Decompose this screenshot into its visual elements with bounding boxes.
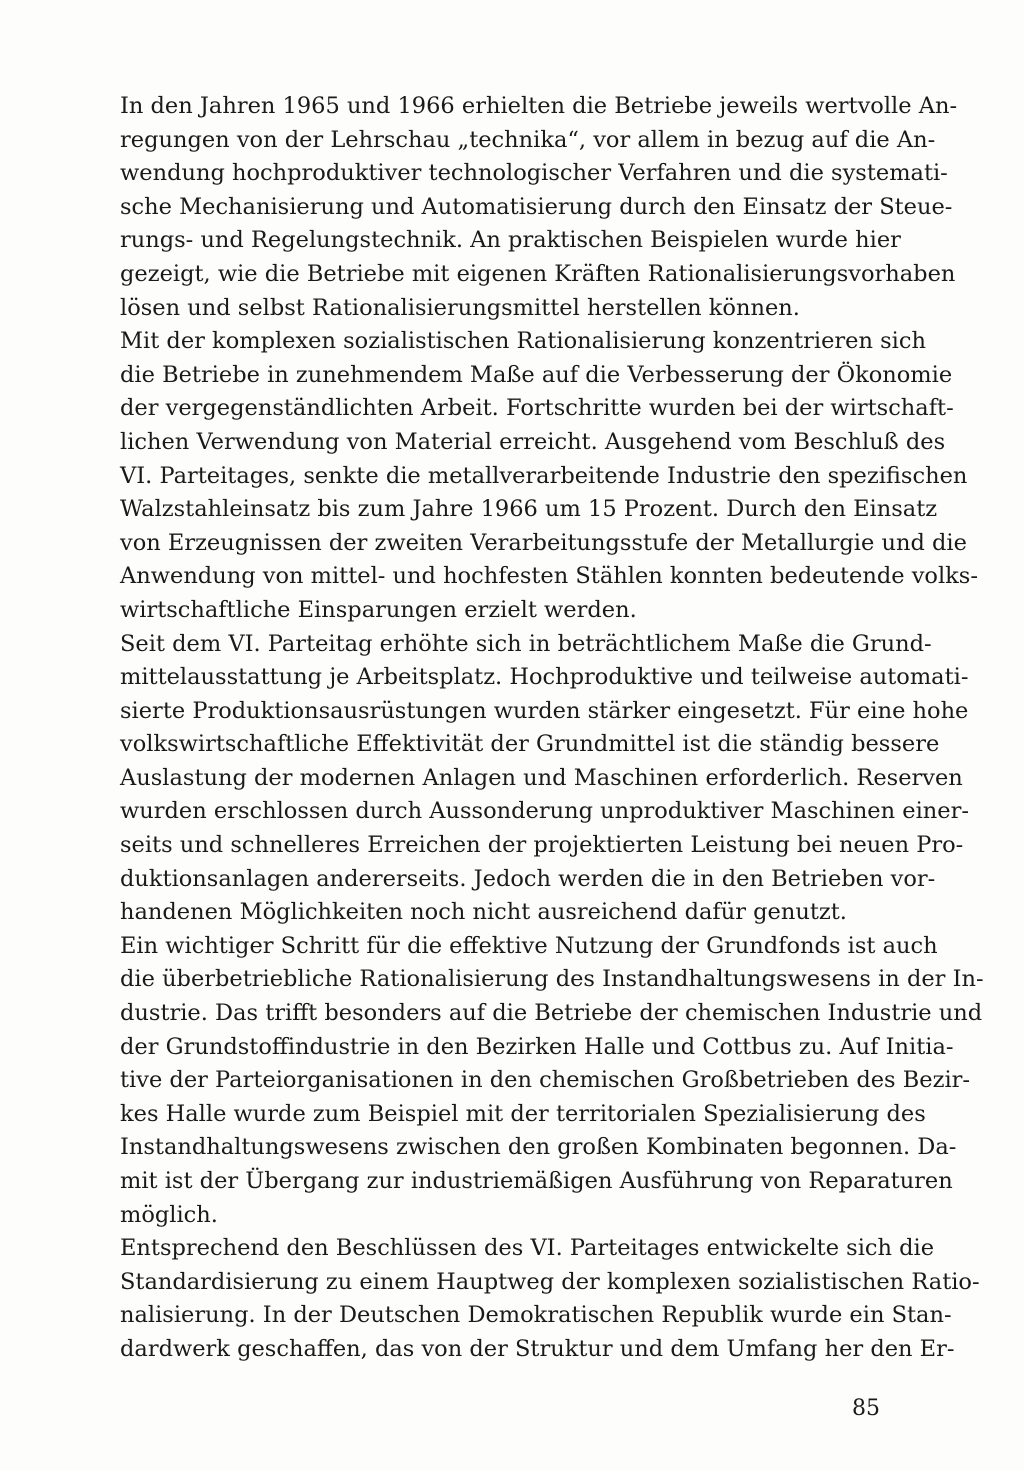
text-line: Auslastung der modernen Anlagen und Maschinen erforderlich. Reserven: [120, 764, 963, 791]
paragraph-5: [120, 1232, 980, 1366]
text-line: nalisierung. In der Deutschen Demokratischen Republik wurde ein Stan-: [120, 1302, 952, 1329]
text-line: lichen Verwendung von Material erreicht. Ausgehend vom Beschluß des: [120, 428, 946, 455]
text-line: In den Jahren 1965 und 1966 erhielten die Betriebe jeweils wertvolle An-: [120, 93, 958, 119]
text-line: seits und schnelleres Erreichen der projektierten Leistung bei neuen Pro-: [120, 832, 964, 859]
text-line: rungs- und Regelungstechnik. An praktischen Beispielen wurde hier: [120, 227, 901, 254]
page-number: 85: [852, 1396, 880, 1421]
paragraph-4: [120, 930, 984, 1232]
text-line: Walzstahleinsatz bis zum Jahre 1966 um 15 Prozent. Durch den Einsatz: [120, 496, 938, 523]
text-line: Instandhaltungswesens zwischen den großen Kombinaten begonnen. Da-: [120, 1134, 957, 1161]
text-line: VI. Parteitages, senkte die metallverarbeitende Industrie den spezifischen: [120, 462, 968, 489]
text-line: tive der Parteiorganisationen in den chemischen Großbetrieben des Bezir-: [120, 1067, 971, 1094]
text-line: duktionsanlagen andererseits. Jedoch werden die in den Betrieben vor-: [120, 865, 936, 892]
text-line: die Betriebe in zunehmendem Maße auf die Verbesserung der Ökonomie: [120, 361, 953, 388]
text-line: Standardisierung zu einem Hauptweg der komplexen sozialistischen Ratio-: [120, 1268, 980, 1295]
text-line: wendung hochproduktiver technologischer Verfahren und die systemati-: [120, 160, 948, 187]
text-line: mit ist der Übergang zur industriemäßigen Ausführung von Reparaturen: [120, 1168, 953, 1194]
text-line: sierte Produktionsausrüstungen wurden stärker eingesetzt. Für eine hohe: [120, 697, 969, 724]
text-line: Anwendung von mittel- und hochfesten Stählen konnten bedeutende volks-: [120, 563, 978, 590]
text-line: wirtschaftliche Einsparungen erzielt werden.: [120, 596, 637, 623]
text-line: Mit der komplexen sozialistischen Rationalisierung konzentrieren sich: [120, 328, 926, 355]
text-line: von Erzeugnissen der zweiten Verarbeitungsstufe der Metallurgie und die: [120, 529, 967, 556]
text-line: Seit dem VI. Parteitag erhöhte sich in beträchtlichem Maße die Grund-: [120, 630, 932, 657]
text-line: sche Mechanisierung und Automatisierung durch den Einsatz der Steue-: [120, 193, 953, 220]
text-line: regungen von der Lehrschau „technika“, vor allem in bezug auf die An-: [120, 126, 936, 153]
text-line: mittelausstattung je Arbeitsplatz. Hochproduktive und teilweise automati-: [120, 664, 969, 691]
text-line: dardwerk geschaffen, das von der Struktur und dem Umfang her den Er-: [120, 1335, 955, 1362]
text-line: der vergegenständlichten Arbeit. Fortschritte wurden bei der wirtschaft-: [120, 395, 954, 422]
text-line: dustrie. Das trifft besonders auf die Betriebe der chemischen Industrie und: [120, 1000, 983, 1027]
body-text: [120, 90, 984, 1367]
text-line: handenen Möglichkeiten noch nicht ausreichend dafür genutzt.: [120, 899, 847, 926]
text-line: lösen und selbst Rationalisierungsmittel herstellen können.: [120, 294, 800, 321]
text-line: die überbetriebliche Rationalisierung des Instandhaltungswesens in der In-: [120, 966, 984, 993]
paragraph-1: [120, 90, 958, 325]
text-line: volkswirtschaftliche Effektivität der Grundmittel ist die ständig bessere: [120, 731, 940, 758]
text-line: möglich.: [120, 1201, 218, 1228]
text-line: der Grundstoffindustrie in den Bezirken Halle und Cottbus zu. Auf Initia-: [120, 1033, 954, 1060]
paragraph-3: [120, 628, 969, 930]
text-line: kes Halle wurde zum Beispiel mit der territorialen Spezialisierung des: [120, 1100, 926, 1127]
text-line: Ein wichtiger Schritt für die effektive Nutzung der Grundfonds ist auch: [120, 932, 938, 959]
paragraph-2: [120, 325, 978, 627]
text-line: wurden erschlossen durch Aussonderung unproduktiver Maschinen einer-: [120, 798, 969, 825]
text-line: Entsprechend den Beschlüssen des VI. Parteitages entwickelte sich die: [120, 1235, 935, 1262]
text-line: gezeigt, wie die Betriebe mit eigenen Kräften Rationalisierungsvorhaben: [120, 260, 956, 287]
